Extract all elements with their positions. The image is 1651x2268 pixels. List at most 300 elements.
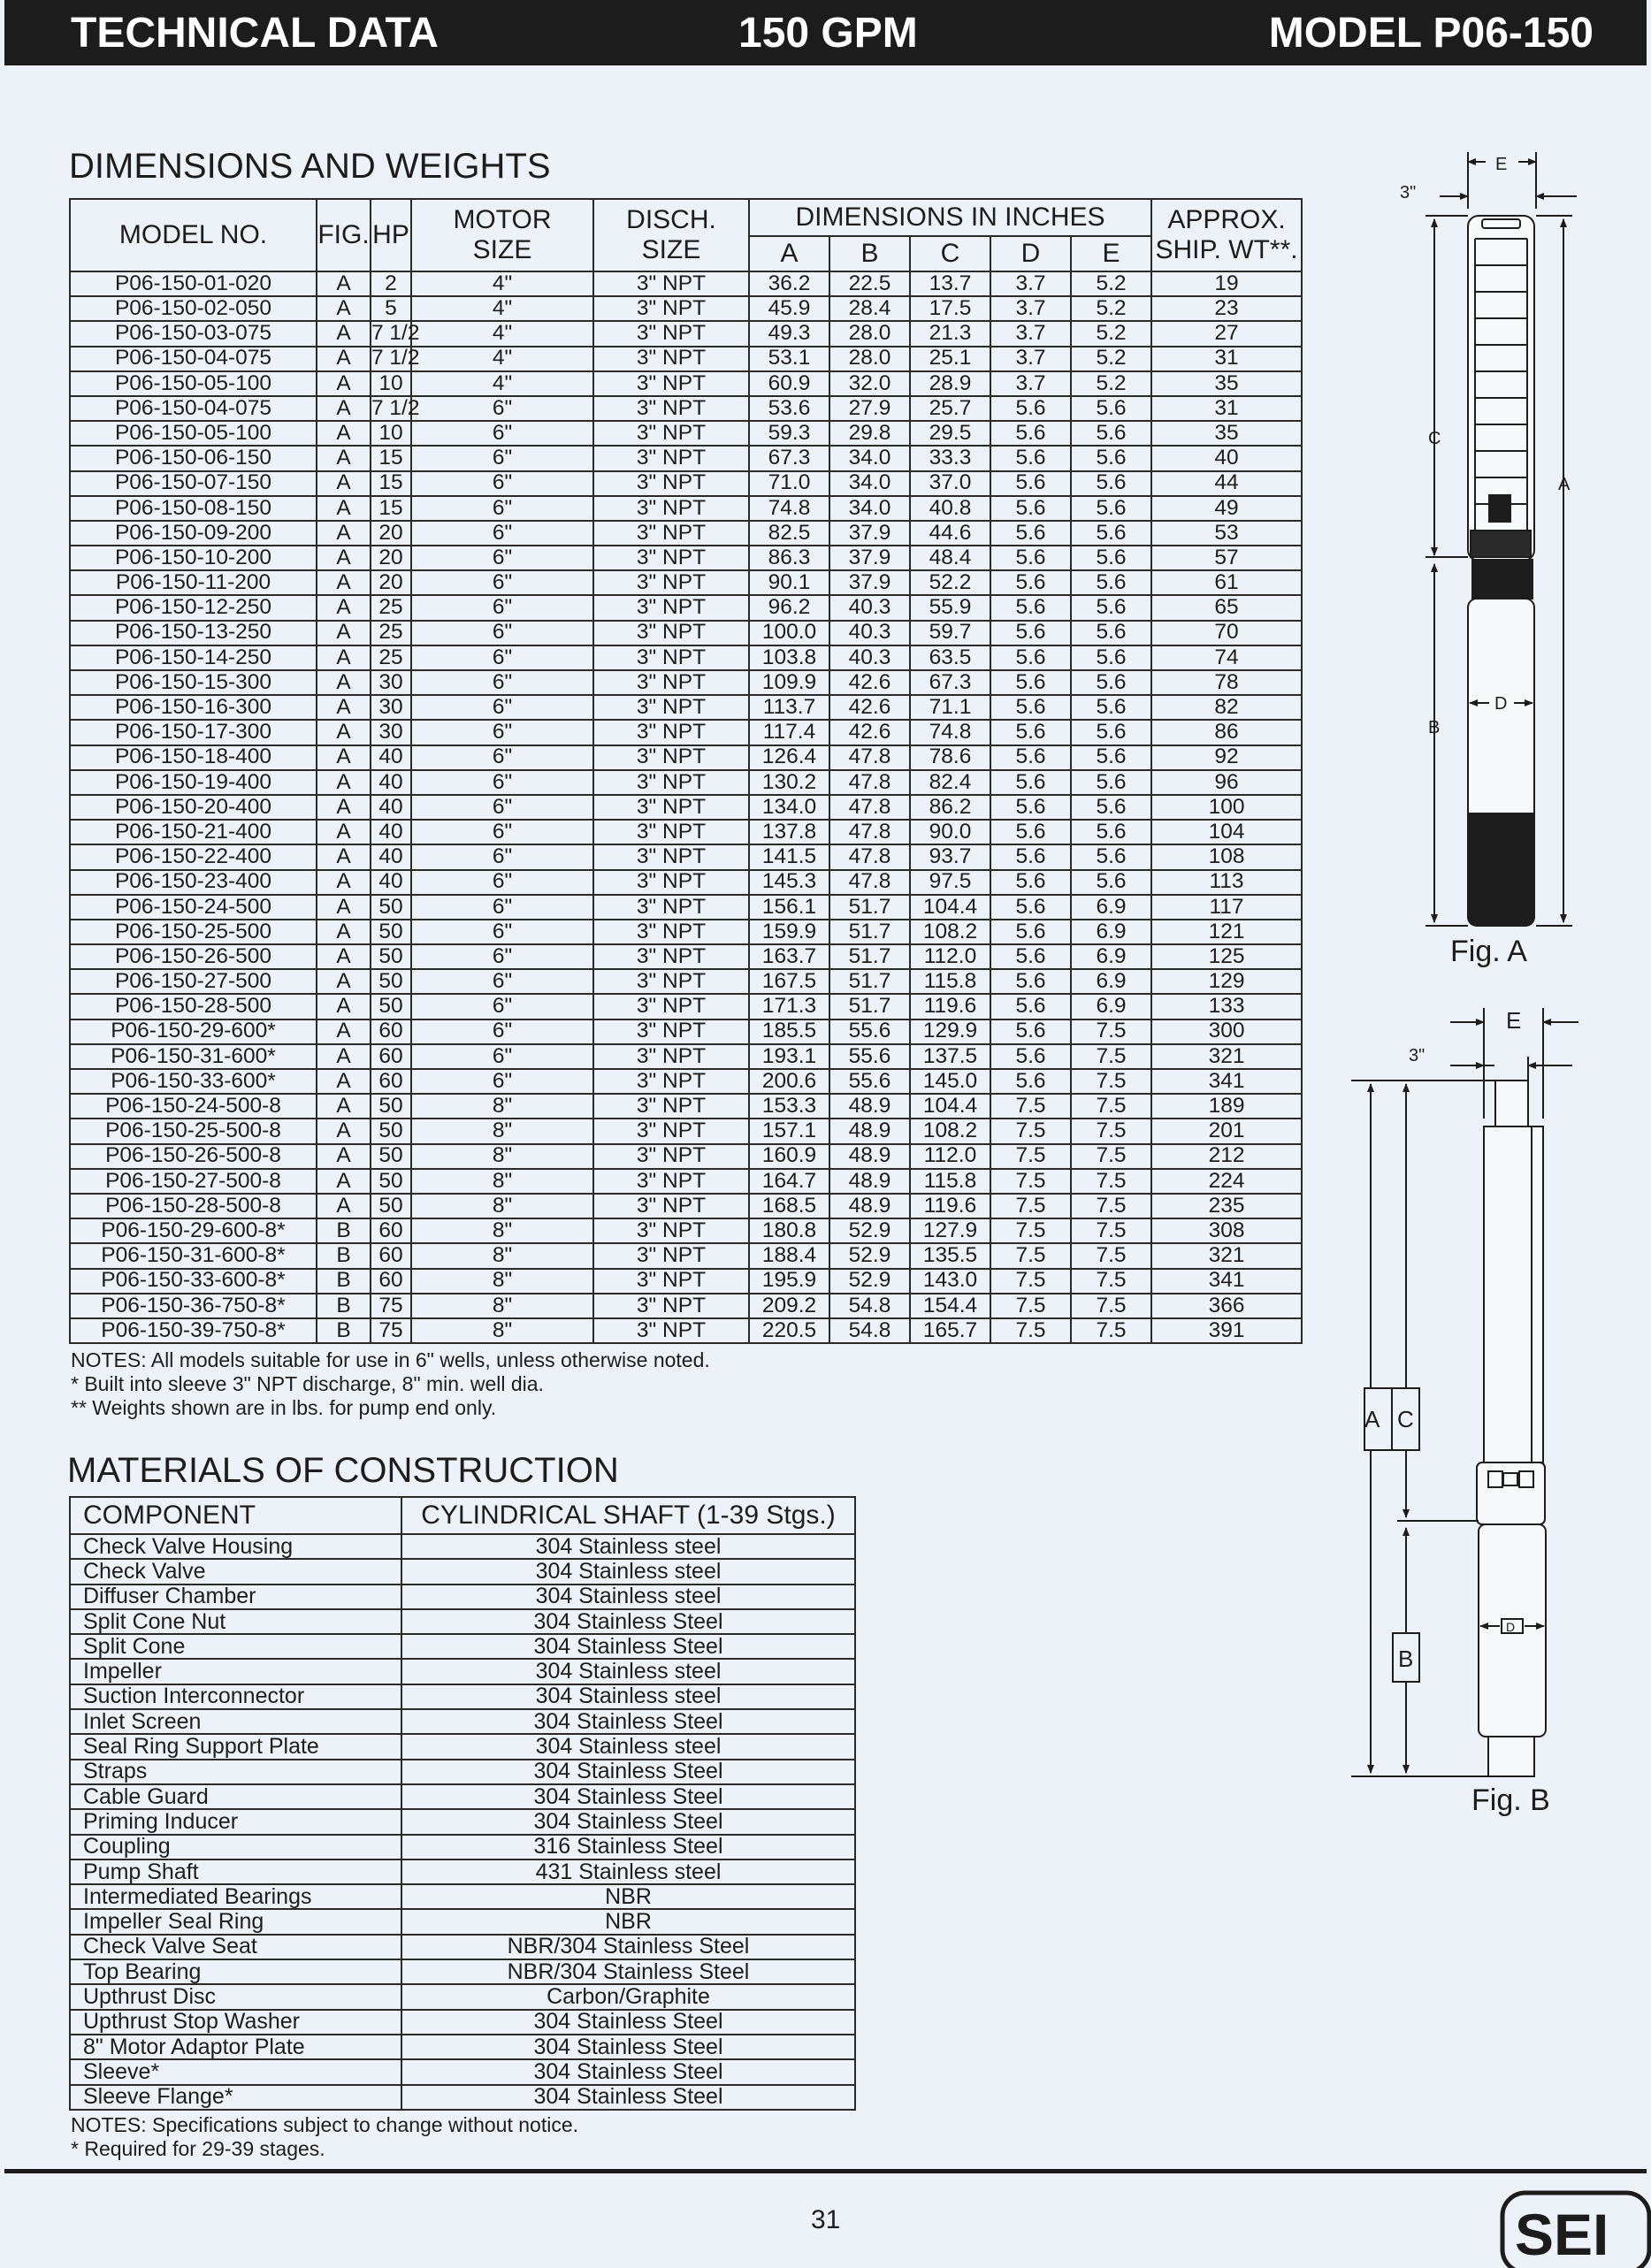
- table-cell: 3" NPT: [593, 1119, 749, 1143]
- table-cell: 6.9: [1071, 944, 1151, 969]
- table-cell: P06-150-31-600*: [70, 1044, 317, 1069]
- table-cell: 108.2: [910, 1119, 990, 1143]
- table-cell: P06-150-09-200: [70, 521, 317, 546]
- header-flow-rate: 150 GPM: [738, 10, 918, 57]
- table-cell: 52.2: [910, 570, 990, 595]
- table-cell: 6": [411, 621, 593, 645]
- table-cell: 3" NPT: [593, 321, 749, 346]
- table-cell: A: [317, 271, 371, 296]
- table-cell: 3" NPT: [593, 296, 749, 321]
- dimensions-note: ** Weights shown are in lbs. for pump end only.: [71, 1396, 497, 1419]
- table-cell: 74.8: [910, 720, 990, 745]
- table-cell: 4": [411, 271, 593, 296]
- table-cell: 54.8: [829, 1318, 910, 1343]
- table-cell: 6": [411, 496, 593, 521]
- table-cell: 8": [411, 1094, 593, 1119]
- table-cell: 97.5: [910, 870, 990, 895]
- table-cell: 3.7: [990, 347, 1071, 371]
- table-cell: P06-150-17-300: [70, 720, 317, 745]
- table-cell: 67.3: [910, 670, 990, 695]
- table-cell: 22.5: [829, 271, 910, 296]
- table-cell: 5.6: [990, 471, 1071, 496]
- table-cell: 54.8: [829, 1294, 910, 1318]
- table-cell: 92: [1151, 745, 1302, 770]
- table-cell: A: [317, 1194, 371, 1218]
- table-cell: 53: [1151, 521, 1302, 546]
- table-cell: 19: [1151, 271, 1302, 296]
- table-cell: 40.3: [829, 595, 910, 620]
- table-cell: 7.5: [1071, 1318, 1151, 1343]
- motor-size-line2: SIZE: [472, 235, 532, 264]
- table-row: [70, 1909, 855, 1934]
- material-cell: 304 Stainless steel: [401, 1734, 855, 1759]
- table-cell: 6": [411, 895, 593, 920]
- table-cell: 156.1: [749, 895, 829, 920]
- fig-a-label-c: C: [1428, 429, 1441, 448]
- table-cell: 145.3: [749, 870, 829, 895]
- materials-note: NOTES: Specifications subject to change without notice.: [71, 2113, 579, 2136]
- table-cell: 30: [371, 720, 411, 745]
- table-cell: P06-150-05-100: [70, 421, 317, 446]
- table-cell: 59.7: [910, 621, 990, 645]
- table-cell: A: [317, 1019, 371, 1044]
- motor-size-line1: MOTOR: [453, 204, 552, 234]
- table-cell: P06-150-27-500-8: [70, 1169, 317, 1194]
- material-cell: 304 Stainless Steel: [401, 1760, 855, 1784]
- table-cell: 100.0: [749, 621, 829, 645]
- table-cell: 153.3: [749, 1094, 829, 1119]
- dimensions-note: NOTES: All models suitable for use in 6" wells, unless otherwise noted.: [71, 1348, 710, 1371]
- table-cell: 5.6: [1071, 745, 1151, 770]
- table-cell: 220.5: [749, 1318, 829, 1343]
- sei-logo: [1501, 2191, 1651, 2268]
- table-cell: 5.6: [990, 795, 1071, 820]
- fig-b-label-3in: 3": [1409, 1046, 1426, 1065]
- table-cell: 5.6: [990, 396, 1071, 421]
- table-cell: B: [317, 1318, 371, 1343]
- table-cell: 112.0: [910, 944, 990, 969]
- component-cell: Upthrust Disc: [70, 1984, 401, 2009]
- table-cell: 3" NPT: [593, 1094, 749, 1119]
- table-cell: 8": [411, 1119, 593, 1143]
- table-cell: P06-150-04-075: [70, 347, 317, 371]
- table-cell: 5: [371, 296, 411, 321]
- material-cell: 304 Stainless Steel: [401, 2059, 855, 2084]
- table-cell: 3" NPT: [593, 570, 749, 595]
- table-cell: 53.6: [749, 396, 829, 421]
- table-cell: 4": [411, 296, 593, 321]
- table-cell: 108: [1151, 844, 1302, 869]
- material-cell: 304 Stainless Steel: [401, 2035, 855, 2059]
- table-cell: 28.0: [829, 321, 910, 346]
- table-cell: 90.0: [910, 820, 990, 844]
- table-cell: 321: [1151, 1243, 1302, 1268]
- table-cell: A: [317, 321, 371, 346]
- component-cell: Intermediated Bearings: [70, 1884, 401, 1909]
- table-cell: 157.1: [749, 1119, 829, 1143]
- material-cell: 304 Stainless Steel: [401, 1809, 855, 1834]
- fig-a-label-a: A: [1558, 475, 1571, 494]
- table-cell: 104.4: [910, 895, 990, 920]
- table-cell: 15: [371, 496, 411, 521]
- table-cell: 308: [1151, 1218, 1302, 1243]
- table-cell: 3" NPT: [593, 595, 749, 620]
- disch-size-line2: SIZE: [641, 235, 701, 264]
- table-cell: 7.5: [990, 1218, 1071, 1243]
- table-cell: 137.5: [910, 1044, 990, 1069]
- table-cell: 37.9: [829, 521, 910, 546]
- component-cell: Sleeve*: [70, 2059, 401, 2084]
- table-cell: 3" NPT: [593, 670, 749, 695]
- table-cell: 5.6: [1071, 795, 1151, 820]
- table-cell: 48.9: [829, 1194, 910, 1218]
- table-cell: 189: [1151, 1094, 1302, 1119]
- table-cell: P06-150-20-400: [70, 795, 317, 820]
- table-cell: P06-150-22-400: [70, 844, 317, 869]
- table-cell: 23: [1151, 296, 1302, 321]
- table-cell: A: [317, 994, 371, 1019]
- table-cell: 51.7: [829, 920, 910, 944]
- table-cell: 7.5: [1071, 1294, 1151, 1318]
- table-cell: P06-150-23-400: [70, 870, 317, 895]
- table-cell: 93.7: [910, 844, 990, 869]
- table-cell: 164.7: [749, 1169, 829, 1194]
- table-cell: 167.5: [749, 969, 829, 994]
- table-cell: 5.6: [1071, 770, 1151, 795]
- table-cell: 104.4: [910, 1094, 990, 1119]
- table-cell: 6": [411, 471, 593, 496]
- table-cell: 48.9: [829, 1169, 910, 1194]
- table-cell: 6.9: [1071, 969, 1151, 994]
- table-cell: 6": [411, 595, 593, 620]
- table-cell: 50: [371, 944, 411, 969]
- table-cell: 8": [411, 1318, 593, 1343]
- material-cell: NBR: [401, 1884, 855, 1909]
- table-cell: 47.8: [829, 745, 910, 770]
- table-cell: A: [317, 621, 371, 645]
- table-cell: 3" NPT: [593, 1194, 749, 1218]
- table-cell: 5.6: [990, 645, 1071, 670]
- table-cell: 224: [1151, 1169, 1302, 1194]
- table-cell: 8": [411, 1169, 593, 1194]
- table-cell: 44: [1151, 471, 1302, 496]
- table-cell: 71.0: [749, 471, 829, 496]
- table-cell: 7.5: [1071, 1144, 1151, 1169]
- table-cell: 48.9: [829, 1094, 910, 1119]
- material-cell: 304 Stainless Steel: [401, 2010, 855, 2035]
- table-cell: 37.9: [829, 570, 910, 595]
- material-cell: Carbon/Graphite: [401, 1984, 855, 2009]
- col-material-header: CYLINDRICAL SHAFT (1-39 Stgs.): [401, 1497, 855, 1534]
- table-cell: 159.9: [749, 920, 829, 944]
- table-cell: 3" NPT: [593, 695, 749, 720]
- table-cell: 6": [411, 870, 593, 895]
- table-cell: P06-150-26-500: [70, 944, 317, 969]
- table-cell: P06-150-03-075: [70, 321, 317, 346]
- table-cell: 137.8: [749, 820, 829, 844]
- table-cell: P06-150-28-500-8: [70, 1194, 317, 1218]
- table-cell: 7 1/2: [371, 346, 420, 370]
- table-cell: 30: [371, 695, 411, 720]
- material-cell: 304 Stainless steel: [401, 1559, 855, 1584]
- table-cell: 3" NPT: [593, 546, 749, 570]
- table-cell: 7.5: [990, 1294, 1071, 1318]
- table-cell: A: [317, 595, 371, 620]
- table-row: [70, 1935, 855, 1959]
- table-cell: A: [317, 371, 371, 396]
- table-cell: 7.5: [1071, 1269, 1151, 1294]
- material-cell: 304 Stainless steel: [401, 1684, 855, 1709]
- table-cell: 74.8: [749, 496, 829, 521]
- table-cell: 6": [411, 570, 593, 595]
- table-cell: 50: [371, 969, 411, 994]
- table-cell: 5.6: [990, 570, 1071, 595]
- table-cell: 5.6: [1071, 621, 1151, 645]
- table-cell: 3" NPT: [593, 371, 749, 396]
- table-cell: 3" NPT: [593, 521, 749, 546]
- table-cell: A: [317, 720, 371, 745]
- table-cell: 6": [411, 446, 593, 470]
- table-cell: 60: [371, 1069, 411, 1094]
- table-cell: A: [317, 396, 371, 421]
- table-cell: 7.5: [990, 1194, 1071, 1218]
- table-cell: 50: [371, 895, 411, 920]
- table-cell: 5.6: [990, 1019, 1071, 1044]
- table-cell: A: [317, 546, 371, 570]
- table-cell: P06-150-12-250: [70, 595, 317, 620]
- table-cell: 15: [371, 471, 411, 496]
- table-cell: 8": [411, 1243, 593, 1268]
- table-cell: 45.9: [749, 296, 829, 321]
- table-cell: 6": [411, 1019, 593, 1044]
- table-row: [70, 1984, 855, 2009]
- table-cell: 25: [371, 645, 411, 670]
- table-cell: 6": [411, 421, 593, 446]
- table-cell: P06-150-29-600*: [70, 1019, 317, 1044]
- table-cell: A: [317, 570, 371, 595]
- table-cell: 40.3: [829, 621, 910, 645]
- table-cell: 165.7: [910, 1318, 990, 1343]
- material-cell: 304 Stainless Steel: [401, 2085, 855, 2110]
- table-cell: 5.6: [990, 944, 1071, 969]
- table-cell: P06-150-01-020: [70, 271, 317, 296]
- table-cell: P06-150-26-500-8: [70, 1144, 317, 1169]
- table-cell: 10: [371, 421, 411, 446]
- table-cell: 7.5: [1071, 1169, 1151, 1194]
- table-cell: P06-150-25-500-8: [70, 1119, 317, 1143]
- table-cell: 25.7: [910, 396, 990, 421]
- table-cell: 32.0: [829, 371, 910, 396]
- table-cell: 21.3: [910, 321, 990, 346]
- table-cell: P06-150-29-600-8*: [70, 1218, 317, 1243]
- table-cell: 36.2: [749, 271, 829, 296]
- table-cell: 37.9: [829, 546, 910, 570]
- table-cell: A: [317, 296, 371, 321]
- table-cell: 5.6: [990, 521, 1071, 546]
- table-cell: 5.6: [990, 695, 1071, 720]
- table-cell: 7.5: [990, 1169, 1071, 1194]
- table-cell: 5.6: [1071, 546, 1151, 570]
- table-cell: B: [317, 1294, 371, 1318]
- table-cell: 52.9: [829, 1218, 910, 1243]
- col-dim-e-header: E: [1071, 236, 1151, 271]
- table-cell: 6": [411, 1044, 593, 1069]
- table-cell: P06-150-21-400: [70, 820, 317, 844]
- table-cell: 15: [371, 446, 411, 470]
- table-cell: 5.6: [990, 1069, 1071, 1094]
- table-cell: 6": [411, 695, 593, 720]
- table-cell: 3" NPT: [593, 621, 749, 645]
- table-cell: P06-150-13-250: [70, 621, 317, 645]
- table-cell: 25.1: [910, 347, 990, 371]
- table-cell: 3" NPT: [593, 969, 749, 994]
- table-cell: P06-150-16-300: [70, 695, 317, 720]
- table-cell: 7.5: [990, 1094, 1071, 1119]
- table-cell: A: [317, 969, 371, 994]
- table-cell: P06-150-10-200: [70, 546, 317, 570]
- table-cell: 10: [371, 371, 411, 396]
- table-cell: 3.7: [990, 271, 1071, 296]
- table-cell: 3" NPT: [593, 1318, 749, 1343]
- table-cell: 60.9: [749, 371, 829, 396]
- table-cell: 366: [1151, 1294, 1302, 1318]
- table-cell: B: [317, 1269, 371, 1294]
- table-cell: 7.5: [1071, 1019, 1151, 1044]
- table-cell: 130.2: [749, 770, 829, 795]
- table-cell: 96.2: [749, 595, 829, 620]
- table-cell: 7.5: [990, 1318, 1071, 1343]
- table-cell: 40: [371, 770, 411, 795]
- table-cell: 20: [371, 546, 411, 570]
- table-cell: 3" NPT: [593, 1144, 749, 1169]
- material-cell: 304 Stainless Steel: [401, 1634, 855, 1659]
- table-cell: 8": [411, 1144, 593, 1169]
- table-cell: 100: [1151, 795, 1302, 820]
- table-cell: 50: [371, 1094, 411, 1119]
- table-cell: A: [317, 1094, 371, 1119]
- table-cell: 50: [371, 1169, 411, 1194]
- figure-a-drawing: [1426, 152, 1577, 926]
- footer-rule: [4, 2169, 1647, 2173]
- logo-text: SEI: [1515, 2202, 1609, 2267]
- materials-notes: [71, 2113, 578, 2161]
- table-cell: 35: [1151, 421, 1302, 446]
- table-cell: 5.6: [990, 920, 1071, 944]
- table-cell: A: [317, 347, 371, 371]
- table-row: [70, 1959, 855, 1984]
- table-cell: 3" NPT: [593, 770, 749, 795]
- table-cell: 3" NPT: [593, 645, 749, 670]
- table-cell: 3" NPT: [593, 820, 749, 844]
- table-cell: 185.5: [749, 1019, 829, 1044]
- table-cell: 51.7: [829, 994, 910, 1019]
- table-cell: 8": [411, 1294, 593, 1318]
- table-row: [70, 2010, 855, 2035]
- table-cell: P06-150-24-500-8: [70, 1094, 317, 1119]
- table-cell: 82.4: [910, 770, 990, 795]
- component-cell: Straps: [70, 1760, 401, 1784]
- table-cell: 8": [411, 1269, 593, 1294]
- table-cell: 3" NPT: [593, 1019, 749, 1044]
- table-cell: A: [317, 844, 371, 869]
- component-cell: Priming Inducer: [70, 1809, 401, 1834]
- table-cell: 7.5: [990, 1269, 1071, 1294]
- table-cell: 34.0: [829, 471, 910, 496]
- table-cell: 143.0: [910, 1269, 990, 1294]
- table-cell: 6": [411, 720, 593, 745]
- table-cell: A: [317, 920, 371, 944]
- table-cell: 5.6: [1071, 521, 1151, 546]
- table-cell: 28.4: [829, 296, 910, 321]
- table-cell: 52.9: [829, 1269, 910, 1294]
- table-cell: P06-150-39-750-8*: [70, 1318, 317, 1343]
- table-cell: 50: [371, 920, 411, 944]
- table-cell: B: [317, 1218, 371, 1243]
- material-cell: NBR/304 Stainless Steel: [401, 1959, 855, 1984]
- table-cell: A: [317, 795, 371, 820]
- table-cell: 48.9: [829, 1144, 910, 1169]
- table-cell: 112.0: [910, 1144, 990, 1169]
- component-cell: Check Valve Seat: [70, 1935, 401, 1959]
- table-cell: 20: [371, 570, 411, 595]
- table-cell: 5.6: [1071, 870, 1151, 895]
- table-cell: 5.6: [990, 844, 1071, 869]
- table-cell: 115.8: [910, 1169, 990, 1194]
- fig-b-label-a: A: [1364, 1406, 1380, 1432]
- table-cell: 119.6: [910, 1194, 990, 1218]
- table-cell: 55.6: [829, 1044, 910, 1069]
- component-cell: 8" Motor Adaptor Plate: [70, 2035, 401, 2059]
- page-number: 31: [811, 2205, 841, 2234]
- table-cell: 55.6: [829, 1069, 910, 1094]
- table-cell: 3" NPT: [593, 446, 749, 470]
- table-cell: P06-150-18-400: [70, 745, 317, 770]
- material-cell: 304 Stainless steel: [401, 1659, 855, 1684]
- material-cell: 304 Stainless steel: [401, 1585, 855, 1609]
- table-cell: 86.3: [749, 546, 829, 570]
- component-cell: Sleeve Flange*: [70, 2085, 401, 2110]
- table-cell: 7.5: [1071, 1119, 1151, 1143]
- table-cell: 129.9: [910, 1019, 990, 1044]
- table-cell: 78.6: [910, 745, 990, 770]
- fig-b-label-d: D: [1506, 1620, 1516, 1634]
- table-cell: P06-150-02-050: [70, 296, 317, 321]
- table-cell: P06-150-14-250: [70, 645, 317, 670]
- table-cell: 6": [411, 1069, 593, 1094]
- table-cell: A: [317, 870, 371, 895]
- table-cell: 50: [371, 1144, 411, 1169]
- table-cell: 5.6: [1071, 471, 1151, 496]
- table-cell: 40: [371, 844, 411, 869]
- table-cell: 47.8: [829, 844, 910, 869]
- table-cell: 40.3: [829, 645, 910, 670]
- table-cell: 7 1/2: [371, 321, 420, 346]
- table-cell: 25: [371, 595, 411, 620]
- dimensions-title: DIMENSIONS AND WEIGHTS: [69, 147, 551, 186]
- table-cell: 6": [411, 920, 593, 944]
- table-cell: 59.3: [749, 421, 829, 446]
- table-cell: 5.6: [1071, 595, 1151, 620]
- table-cell: 209.2: [749, 1294, 829, 1318]
- table-cell: 5.6: [1071, 570, 1151, 595]
- table-cell: P06-150-08-150: [70, 496, 317, 521]
- table-cell: 5.6: [990, 994, 1071, 1019]
- table-cell: P06-150-15-300: [70, 670, 317, 695]
- table-cell: 3" NPT: [593, 920, 749, 944]
- table-cell: 108.2: [910, 920, 990, 944]
- table-cell: 51.7: [829, 895, 910, 920]
- table-cell: 3.7: [990, 321, 1071, 346]
